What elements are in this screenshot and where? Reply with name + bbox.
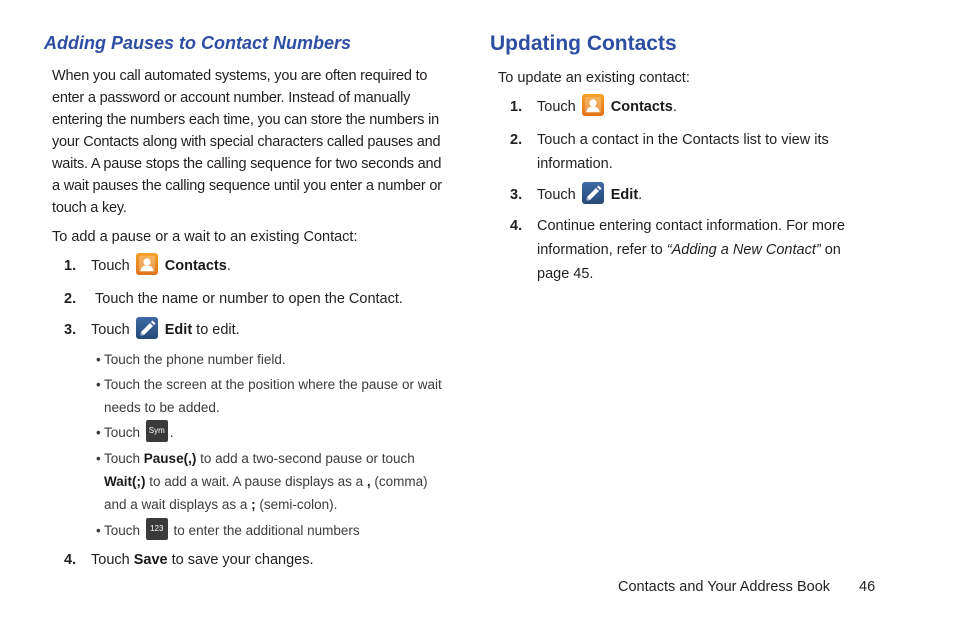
bullet-text: Touch: [104, 425, 141, 440]
bullet-text: to add a two-second pause or touch: [196, 451, 415, 466]
step-number: 4.: [64, 552, 77, 568]
step-number: 2.: [510, 132, 523, 148]
step-number: 3.: [64, 322, 77, 338]
step-text: Touch: [91, 322, 130, 338]
bullet-dot: •: [96, 425, 101, 440]
bullet-text: Touch the phone number field.: [104, 352, 286, 367]
step-text: .: [226, 258, 231, 274]
step-3: [537, 183, 642, 207]
page-number: 46: [859, 579, 876, 595]
step-text: on page 45.: [537, 242, 841, 282]
bullet-item: [96, 373, 444, 419]
edit-label: Edit: [164, 322, 193, 338]
bullet-text: to add a wait. A pause displays as a: [145, 474, 364, 489]
bullet-text: Touch: [104, 523, 141, 538]
pause-label: Pause(,): [143, 451, 197, 466]
footer-section-title: Contacts and Your Address Book: [618, 579, 831, 595]
step-text: .: [672, 99, 677, 115]
bullet-text: Touch: [104, 451, 141, 466]
step-text: Touch: [91, 552, 130, 568]
bullet-text: .: [169, 425, 174, 440]
step-text: to save your changes.: [167, 552, 314, 568]
semicolon-char: ;: [251, 497, 256, 512]
contacts-app-icon: [582, 94, 604, 116]
bullet-dot: •: [96, 451, 101, 466]
wait-label: Wait(;): [104, 474, 146, 489]
step-2: Touch a contact in the Contacts list to view its information.: [537, 132, 829, 172]
step-4: [91, 548, 314, 572]
bullet-item: [96, 348, 444, 371]
step-3: [91, 318, 240, 342]
step-number: 1.: [64, 258, 77, 274]
numbers-key-icon: 123: [146, 518, 168, 540]
step-number: 3.: [510, 187, 523, 203]
bullet-dot: •: [96, 352, 101, 367]
bullet-text: (semi-colon).: [255, 497, 338, 512]
bullet-dot: •: [96, 523, 101, 538]
cross-reference: “Adding a New Contact”: [666, 242, 821, 258]
lead-text: To update an existing contact:: [498, 70, 690, 86]
step-1: [537, 95, 677, 119]
step-text: Touch: [537, 99, 576, 115]
step-2: Touch the name or number to open the Contact.: [95, 291, 403, 307]
step-text: Touch: [91, 258, 130, 274]
bullet-text: (comma) and a wait displays as a: [104, 474, 428, 512]
step-4: [537, 214, 867, 286]
bullet-item: [96, 519, 444, 542]
bullet-item: [96, 421, 444, 444]
edit-label: Edit: [610, 187, 639, 203]
section-heading-updating-contacts: Updating Contacts: [490, 32, 677, 55]
step-1: [91, 254, 231, 278]
bullet-item: [96, 447, 449, 516]
contacts-app-icon: [136, 253, 158, 275]
step-number: 1.: [510, 99, 523, 115]
step-text: .: [638, 187, 643, 203]
edit-pencil-icon: [136, 317, 158, 339]
step-text: to edit.: [192, 322, 240, 338]
bullet-text: to enter the additional numbers: [169, 523, 360, 538]
bullet-dot: •: [96, 377, 101, 392]
step-number: 2.: [64, 291, 77, 307]
edit-pencil-icon: [582, 182, 604, 204]
intro-paragraph: When you call automated systems, you are often required to enter a password or account number. Instead of manually entering the numbers each time, you can store the numbers in your Contacts along with special characters called pauses and waits. A pause stops the calling sequence for two seconds and a wait pauses the calling sequence until you enter a number or touch a key.: [52, 68, 442, 216]
bullet-text: Touch the screen at the position where the pause or wait needs to be added.: [104, 377, 442, 415]
sym-key-icon: Sym: [146, 420, 168, 442]
comma-char: ,: [366, 474, 371, 489]
section-heading-adding-pauses: Adding Pauses to Contact Numbers: [44, 33, 352, 53]
save-label: Save: [133, 552, 168, 568]
contacts-label: Contacts: [164, 258, 227, 274]
step-text: Touch: [537, 187, 576, 203]
lead-text: To add a pause or a wait to an existing Contact:: [52, 229, 358, 245]
step-number: 4.: [510, 218, 523, 234]
step-text: Continue entering contact information. For more information, refer to: [537, 218, 845, 258]
contacts-label: Contacts: [610, 99, 673, 115]
